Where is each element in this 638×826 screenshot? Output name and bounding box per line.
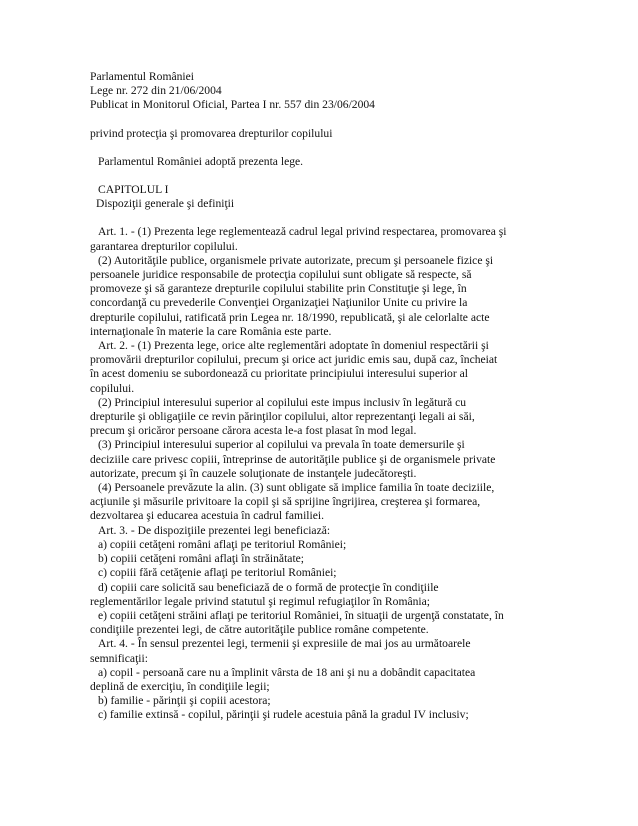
chapter-number: CAPITOLUL I — [98, 183, 169, 197]
art1-para2-line: drepturile copilului, ratificată prin Legea nr. 18/1990, republicată, şi ale celorlalte acte — [90, 310, 490, 324]
art1-para2-line: persoanele juridice responsabile de protecţia copilului sunt obligate să respecte, să — [90, 268, 472, 282]
art2-line: Art. 2. - (1) Prezenta lege, orice alte reglementări adoptate în domeniul respectării şi — [98, 339, 489, 353]
art3-item-d: d) copiii care solicită sau beneficiază de o formă de protecţie în condiţiile — [98, 580, 439, 594]
spacer — [90, 169, 560, 183]
art3-item-c: c) copiii fără cetăţenie aflaţi pe teritoriul României; — [98, 566, 337, 580]
art3-item-d-cont: reglementărilor legale privind statutul şi regimul refugiaţilor în România; — [90, 594, 430, 608]
art1-para2-line: (2) Autorităţile publice, organismele private autorizate, precum şi persoanele fizice şi — [98, 253, 494, 267]
art2-para4-line: acţiunile şi măsurile privitoare la copil şi să sprijine îngrijirea, creşterea şi formarea, — [90, 495, 481, 509]
art1-line: Art. 1. - (1) Prezenta lege reglementează cadrul legal privind respectarea, promovarea şi — [98, 225, 507, 239]
spacer — [90, 211, 560, 225]
art4-item-a-cont: deplină de exerciţiu, în condiţiile legii; — [90, 679, 270, 693]
document-page — [90, 70, 560, 723]
law-number-line: Lege nr. 272 din 21/06/2004 — [90, 84, 222, 98]
art2-para2-line: drepturile şi obligaţiile ce revin părinţilor copilului, altor reprezentanţi legali ai săi, — [90, 410, 475, 424]
art2-para3-line: autorizate, precum şi în cauzele soluţionate de instanţele judecătoreşti. — [90, 466, 417, 480]
spacer — [90, 113, 560, 127]
publication-line: Publicat in Monitorul Oficial, Partea I nr. 557 din 23/06/2004 — [90, 98, 375, 112]
art2-line: copilului. — [90, 381, 135, 395]
art1-para2-line: internaţionale în materie la care România este parte. — [90, 324, 332, 338]
art4-line: Art. 4. - În sensul prezentei legi, termenii şi expresiile de mai jos au următoarele — [98, 637, 471, 651]
art2-para2-line: precum şi oricăror persoane cărora acesta le-a fost plasat în mod legal. — [90, 424, 417, 438]
art1-para2-line: concordanţă cu prevederile Convenţiei Organizaţiei Naţiunilor Unite cu privire la — [90, 296, 468, 310]
art2-line: în acest domeniu se subordonează cu prioritate principiului interesului superior al — [90, 367, 468, 381]
chapter-title: Dispoziţii generale şi definiţii — [96, 197, 235, 211]
art4-item-c: c) familie extinsă - copilul, părinţii şi rudele acestuia până la gradul IV inclusiv; — [98, 708, 469, 722]
art2-line: promovării drepturilor copilului, precum şi orice act juridic emis sau, după caz, încheiat — [90, 353, 498, 367]
art3-item-e: e) copiii cetăţeni străini aflaţi pe teritoriul României, în situaţii de urgenţă constatate, în — [98, 608, 504, 622]
art3-item-a: a) copiii cetăţeni români aflaţi pe teritoriul României; — [98, 537, 347, 551]
art1-para2-line: promoveze şi să garanteze drepturile copilului stabilite prin Constituţie şi lege, în — [90, 282, 467, 296]
art2-para4-line: (4) Persoanele prevăzute la alin. (3) sunt obligate să implice familia în toate deciziile, — [98, 481, 495, 495]
art4-item-a: a) copil - persoană care nu a împlinit vârsta de 18 ani şi nu a dobândit capacitatea — [98, 665, 476, 679]
art4-item-b: b) familie - părinţii şi copiii acestora; — [98, 694, 271, 708]
law-title: privind protecţia şi promovarea drepturilor copilului — [90, 126, 333, 140]
art3-item-b: b) copiii cetăţeni români aflaţi în străinătate; — [98, 552, 305, 566]
art2-para3-line: deciziile care privesc copiii, întreprinse de autorităţile publice şi de organismele private — [90, 452, 496, 466]
art3-line: Art. 3. - De dispoziţiile prezentei legi beneficiază: — [98, 523, 331, 537]
spacer — [90, 141, 560, 155]
issuer-line: Parlamentul României — [90, 70, 194, 83]
art1-line: garantarea drepturilor copilului. — [90, 239, 238, 253]
art4-line: semnificaţii: — [90, 651, 148, 665]
art2-para2-line: (2) Principiul interesului superior al copilului este impus inclusiv în legătură cu — [98, 395, 467, 409]
art3-item-e-cont: condiţiile prezentei legi, de către autorităţile publice române competente. — [90, 623, 429, 637]
art2-para4-line: dezvoltarea şi educarea acestuia în cadrul familiei. — [90, 509, 325, 523]
adoption-statement: Parlamentul României adoptă prezenta lege. — [98, 154, 304, 168]
art2-para3-line: (3) Principiul interesului superior al copilului va prevala în toate demersurile şi — [98, 438, 465, 452]
